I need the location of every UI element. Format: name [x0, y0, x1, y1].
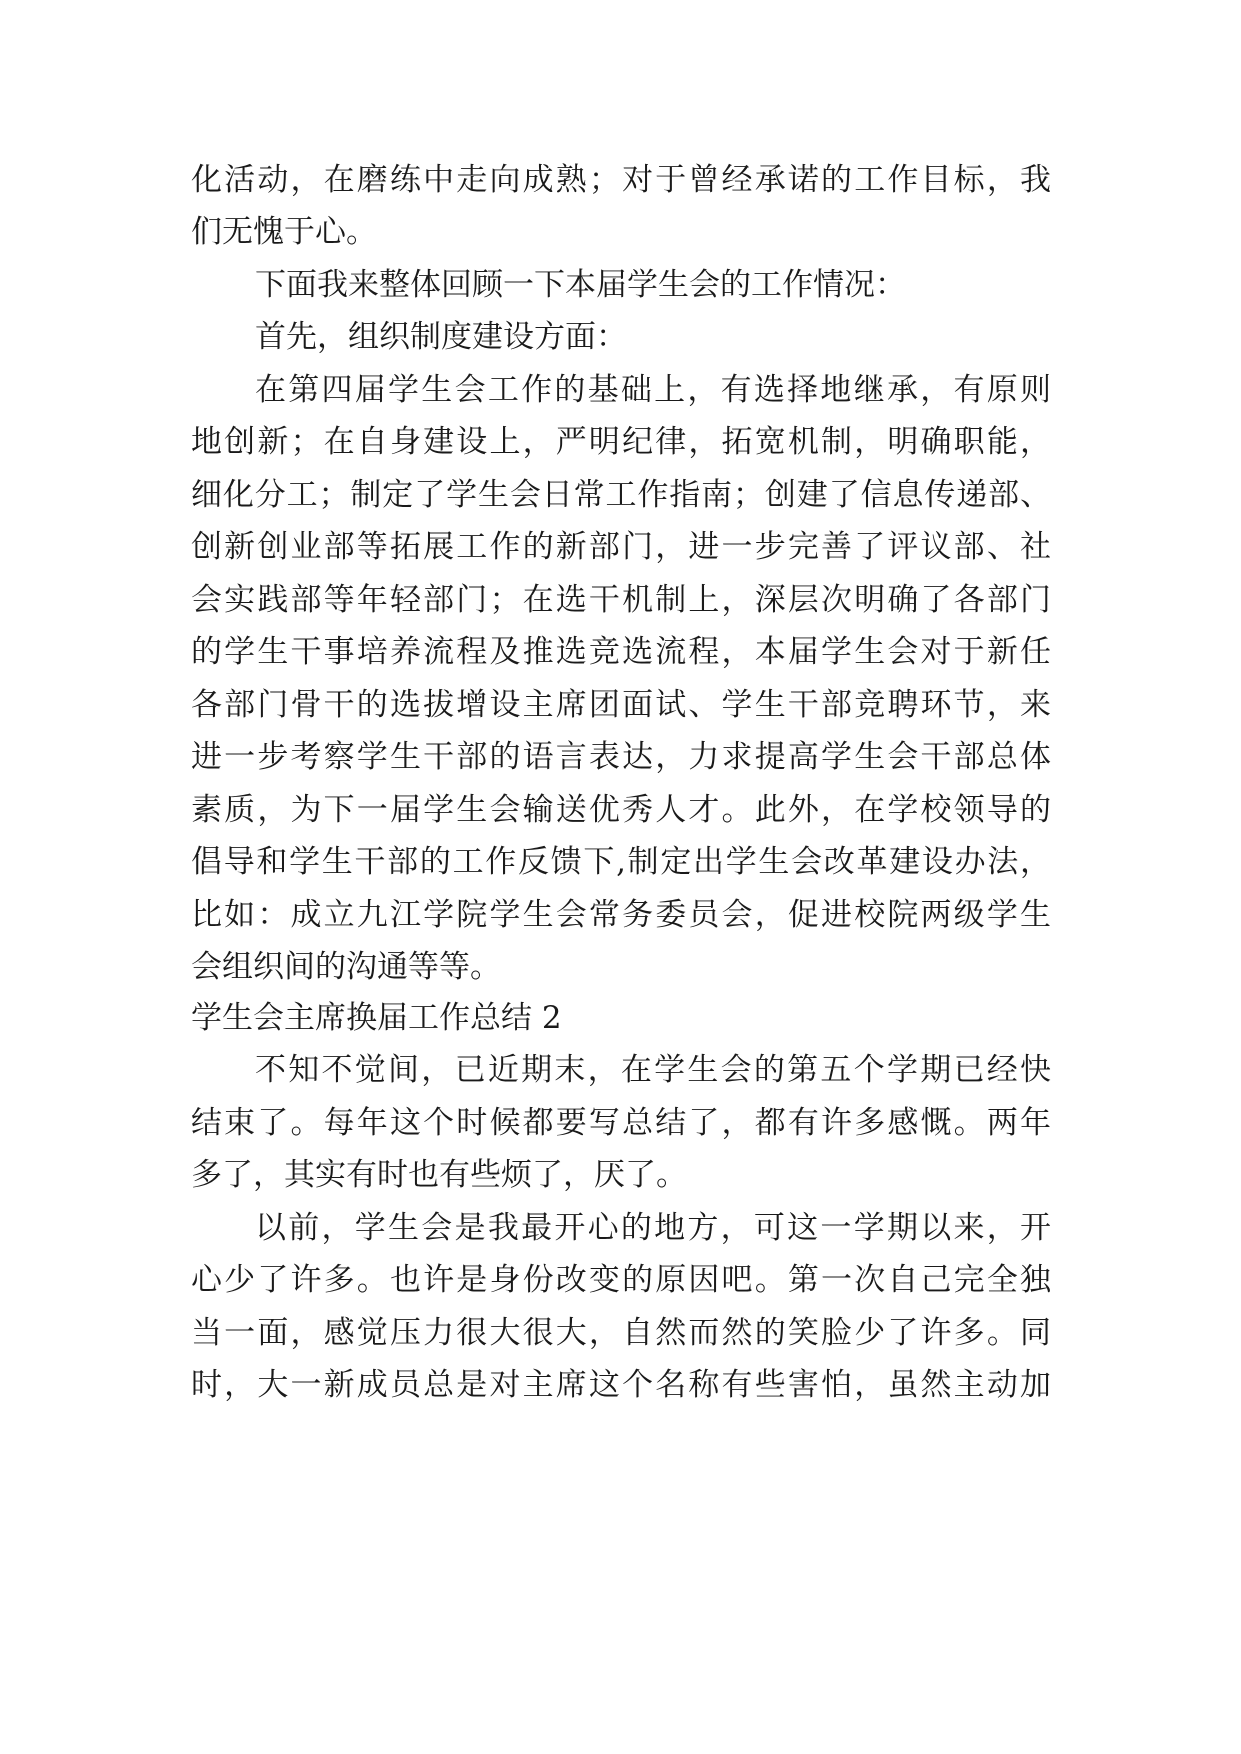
paragraph-line: 的学生干事培养流程及推选竞选流程，本届学生会对于新任 [191, 634, 1051, 670]
paragraph-line: 以前，学生会是我最开心的地方，可这一学期以来，开 [255, 1210, 1051, 1246]
paragraph-line: 首先，组织制度建设方面： [255, 319, 627, 355]
paragraph-line: 当一面，感觉压力很大很大，自然而然的笑脸少了许多。同 [191, 1315, 1051, 1351]
paragraph-line: 心少了许多。也许是身份改变的原因吧。第一次自己完全独 [191, 1262, 1051, 1298]
paragraph-line: 进一步考察学生干部的语言表达，力求提高学生会干部总体 [191, 739, 1051, 775]
paragraph-line: 化活动，在磨练中走向成熟；对于曾经承诺的工作目标，我 [191, 162, 1051, 198]
paragraph-line: 地创新；在自身建设上，严明纪律，拓宽机制，明确职能， [191, 424, 1051, 460]
paragraph-line: 不知不觉间，已近期末，在学生会的第五个学期已经快 [255, 1052, 1051, 1088]
paragraph-line: 倡导和学生干部的工作反馈下,制定出学生会改革建设办法， [191, 844, 1051, 880]
paragraph-line: 创新创业部等拓展工作的新部门，进一步完善了评议部、社 [191, 529, 1051, 565]
paragraph-line: 会组织间的沟通等等。 [191, 949, 501, 985]
paragraph-line: 下面我来整体回顾一下本届学生会的工作情况： [255, 267, 906, 303]
paragraph-line: 各部门骨干的选拔增设主席团面试、学生干部竞聘环节，来 [191, 687, 1051, 723]
paragraph-line: 们无愧于心。 [191, 214, 377, 250]
paragraph-line: 比如：成立九江学院学生会常务委员会，促进校院两级学生 [191, 897, 1051, 933]
paragraph-line: 时，大一新成员总是对主席这个名称有些害怕，虽然主动加 [191, 1367, 1051, 1403]
paragraph-line: 会实践部等年轻部门；在选干机制上，深层次明确了各部门 [191, 582, 1051, 618]
paragraph-line: 多了，其实有时也有些烦了，厌了。 [191, 1157, 687, 1193]
paragraph-line: 结束了。每年这个时候都要写总结了，都有许多感慨。两年 [191, 1105, 1051, 1141]
paragraph-line: 细化分工；制定了学生会日常工作指南；创建了信息传递部、 [191, 477, 1051, 513]
paragraph-line: 素质，为下一届学生会输送优秀人才。此外，在学校领导的 [191, 792, 1051, 828]
section-heading: 学生会主席换届工作总结 2 [191, 1000, 562, 1036]
paragraph-line: 在第四届学生会工作的基础上，有选择地继承，有原则 [255, 372, 1051, 408]
